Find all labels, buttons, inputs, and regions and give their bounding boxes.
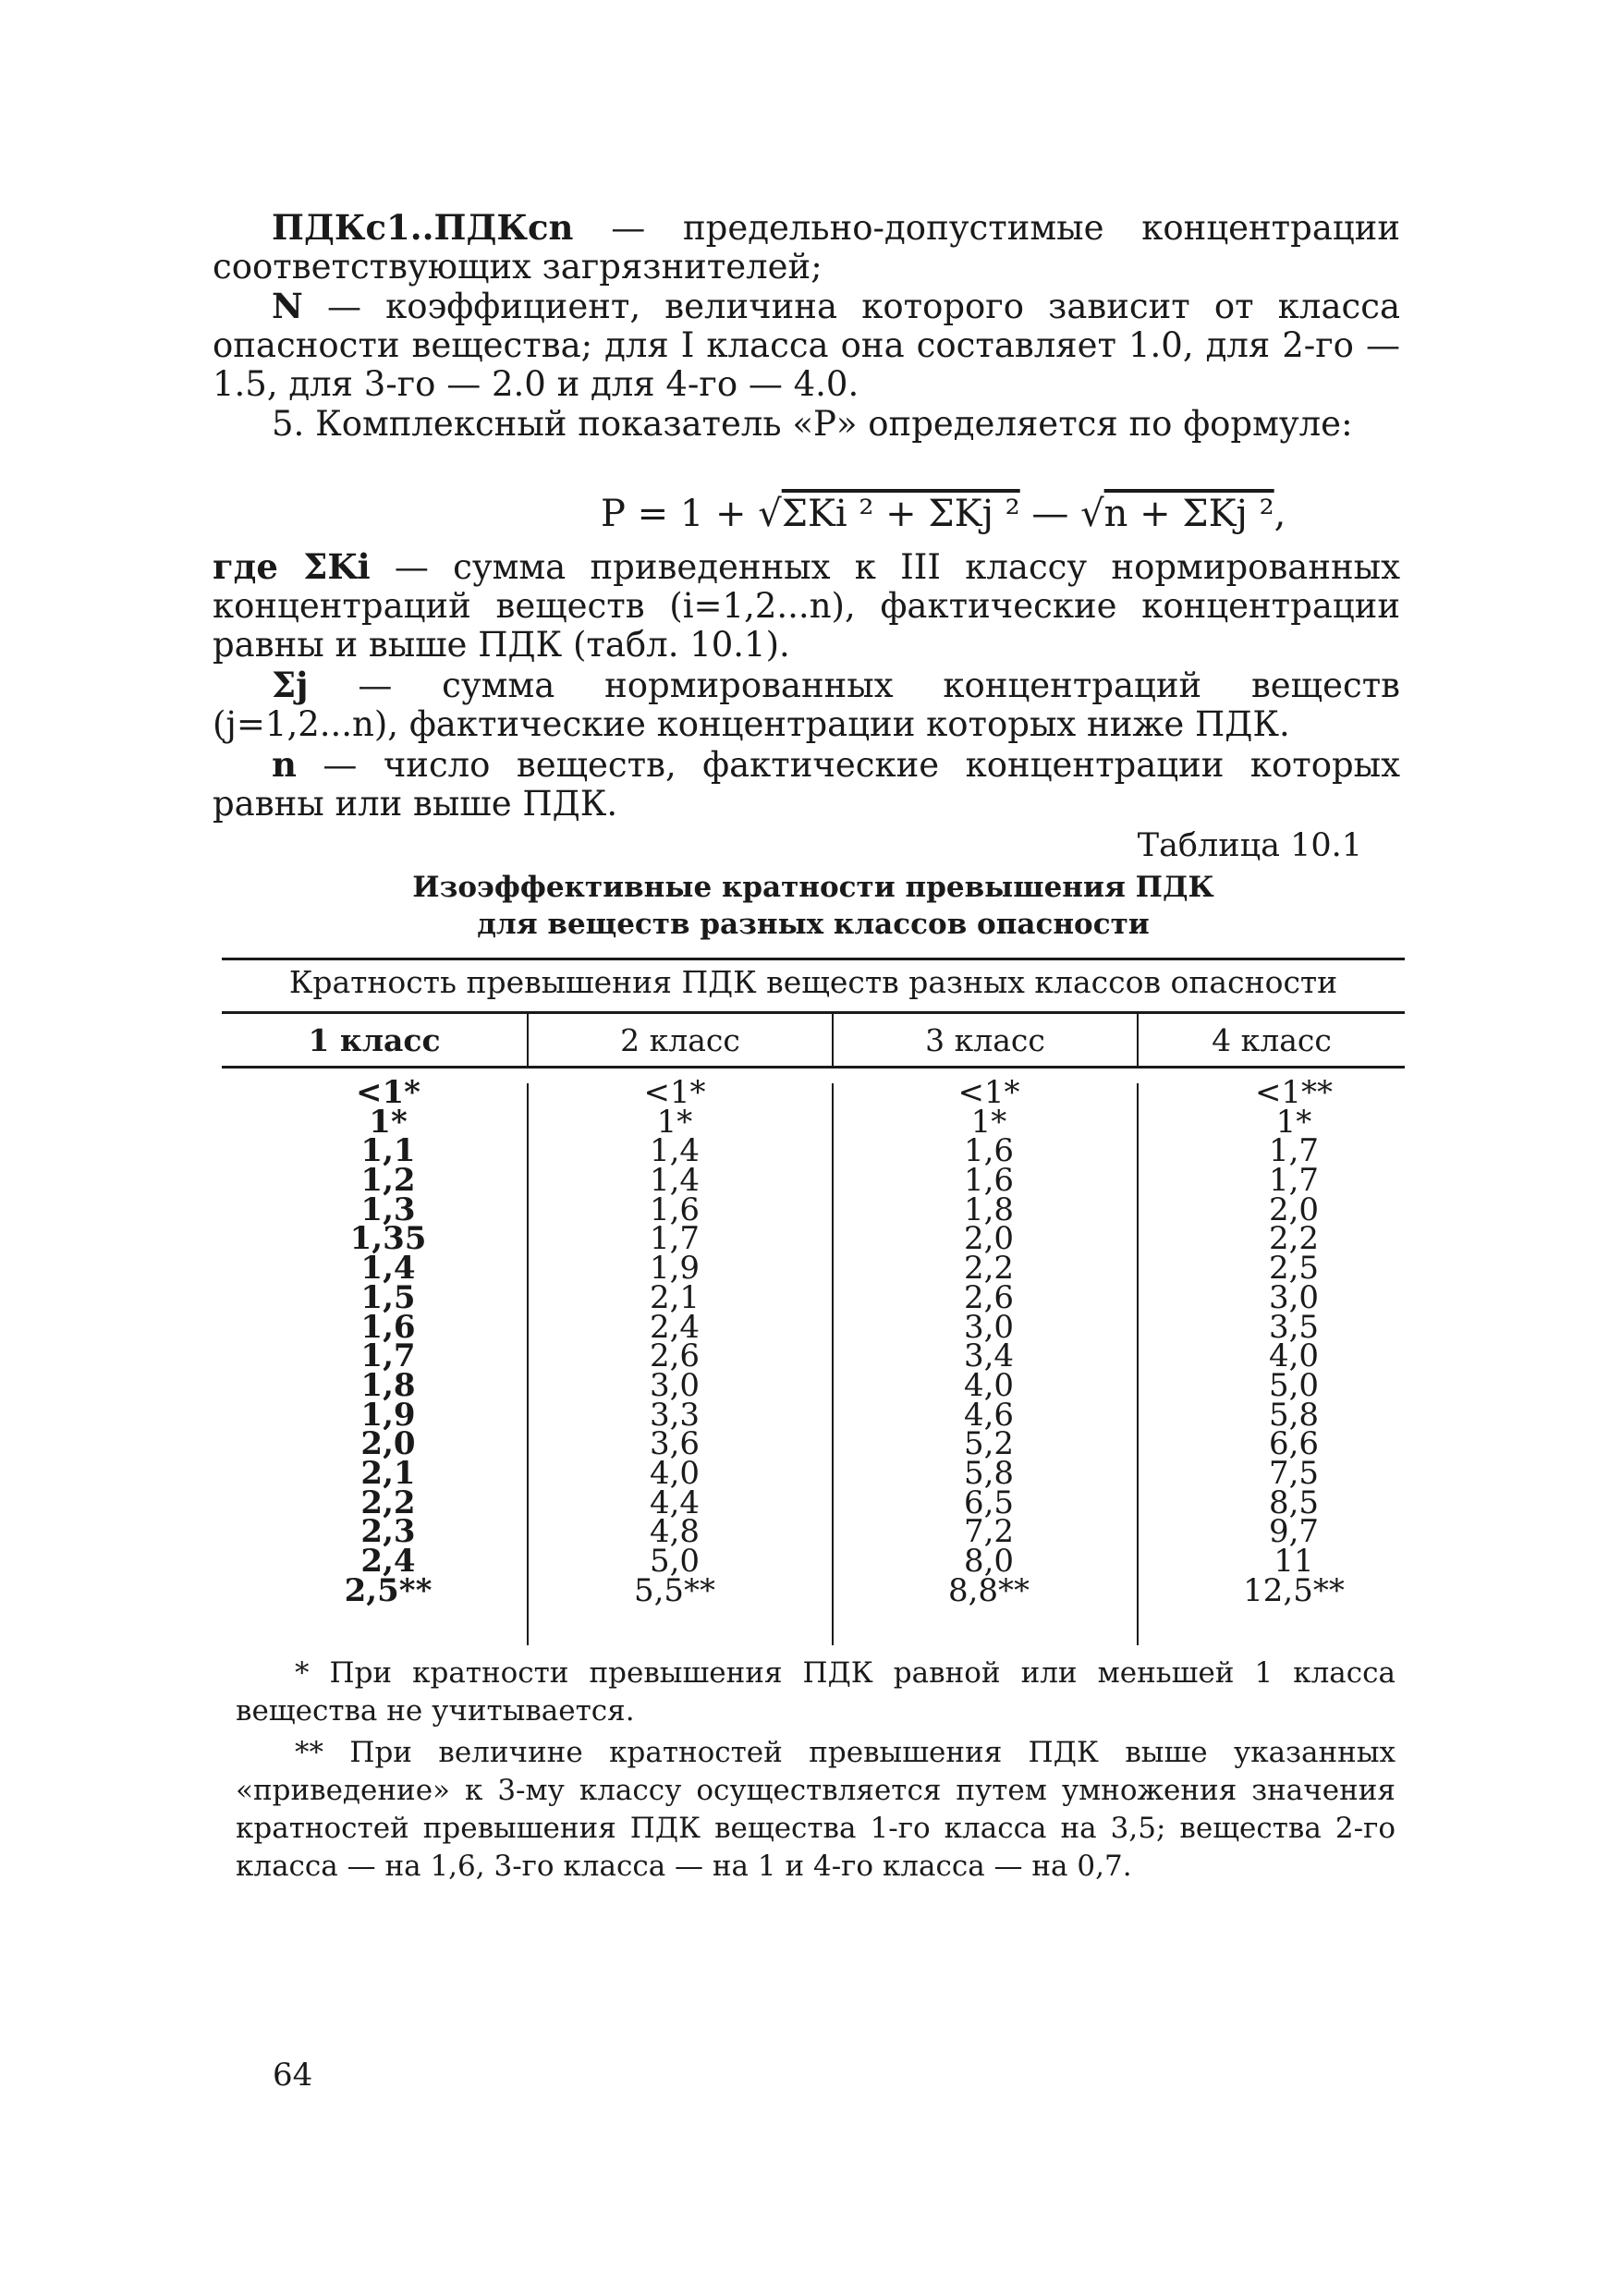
table-cell: 3,4 [963,1337,1015,1375]
table-cell: 1* [1275,1103,1312,1141]
table-cell: 2,4 [360,1543,416,1580]
table-main-header: Кратность превышения ПДК веществ разных классов опасности [288,964,1338,1000]
table-cell: 3,0 [1268,1278,1320,1316]
formula-lhs: P = 1 + √ [601,493,782,535]
table-cell: 2,0 [360,1425,416,1463]
table-title [222,869,1405,943]
term-ski: где ΣKi [213,546,371,587]
table-cell: 2,5** [344,1571,433,1609]
term-n-count: n [272,744,297,785]
header-divider-3 [1137,1013,1139,1067]
table-cell: 1,9 [649,1250,701,1288]
table-cell: 1,4 [360,1250,416,1288]
table-subheader-rule [222,1066,1405,1069]
table-cell: 1,4 [649,1132,701,1170]
table-cell: <1* [643,1074,706,1111]
footnote-1: * При кратности превышения ПДК равной или меньшей 1 класса вещества не учитывается. [236,1656,1396,1728]
table-header-rule [222,1011,1405,1014]
definition-ski [213,547,1400,665]
table-cell: 5,8 [963,1454,1015,1492]
table-cell: 4,4 [649,1484,701,1521]
table-cell: 5,0 [649,1543,701,1580]
definition-pdk-text: — предельно-допустимые концентрации соответствующих загрязнителей; [213,208,1400,287]
table-cell: 4,0 [963,1366,1015,1404]
definition-n [213,287,1400,404]
body-divider-1 [527,1083,529,1645]
table-cell: 2,0 [1268,1191,1320,1228]
table-title-line-1: Изоэффективные кратности превышения ПДК [412,871,1214,904]
body-divider-3 [1137,1083,1139,1645]
table-cell: 3,6 [649,1425,701,1463]
table-cell: 1,8 [360,1366,416,1404]
table-cell: 1,8 [963,1191,1015,1228]
table-cell: 2,4 [649,1308,701,1346]
table-cell: 1* [656,1103,693,1141]
table-cell: 9,7 [1268,1513,1320,1551]
table-cell: 3,3 [649,1396,701,1434]
table-cell: 1* [970,1103,1007,1141]
table-cell: 4,0 [1268,1337,1320,1375]
table-cell: 2,3 [360,1513,416,1551]
table-cell: 4,0 [649,1454,701,1492]
table-cell: 1,4 [649,1162,701,1200]
footnote-2: ** При величине кратностей превышения ПДК выше указанных «приведение» к 3-му классу осуществляется путем умножения значения кратностей превышения ПДК вещества 1-го класса на 3,5; вещества 2-го класса — на 1,6, 3-го класса — на 1 и 4-го класса — на 0,7. [236,1736,1396,1883]
table-cell: 1* [369,1103,408,1141]
table-cell: <1** [1254,1074,1334,1111]
definition-n-count-text: — число веществ, фактические концентрации которых равны или выше ПДК. [213,745,1400,824]
formula-p [601,493,1286,535]
table-cell: 1,2 [360,1162,416,1200]
table-cell: 1,6 [360,1308,416,1346]
table-cell: 5,0 [1268,1366,1320,1404]
definition-pdk [213,208,1400,287]
table-cell: 8,8** [947,1571,1030,1609]
table-cell: 8,0 [963,1543,1015,1580]
table-cell: 7,5 [1268,1454,1320,1492]
table-cell: 6,6 [1268,1425,1320,1463]
table-cell: 1,7 [360,1337,416,1375]
table-cell: 3,5 [1268,1308,1320,1346]
table-cell: 1,7 [1268,1162,1320,1200]
table-cell: 5,5** [633,1571,716,1609]
table-cell: <1* [957,1074,1020,1111]
header-class-3: 3 класс [925,1022,1045,1058]
term-pdk: ПДКс1..ПДКсn [272,207,574,248]
table-cell: 1,6 [963,1162,1015,1200]
header-class-1: 1 класс [308,1022,441,1058]
table-cell: 11 [1274,1543,1314,1580]
table-cell: 1,5 [360,1278,416,1316]
term-n: N [272,286,303,326]
definition-sj [213,666,1400,744]
table-cell: 1,9 [360,1396,416,1434]
header-class-4: 4 класс [1212,1022,1332,1058]
table-cell: 2,2 [1268,1220,1320,1258]
header-class-2: 2 класс [620,1022,740,1058]
table-cell: 2,0 [963,1220,1015,1258]
definition-sj-text: — сумма нормированных концентраций веществ (j=1,2...n), фактические концентрации которых ниже ПДК. [213,666,1400,744]
table-cell: 2,2 [360,1484,416,1521]
paragraph-complex-index: 5. Комплексный показатель «P» определяется по формуле: [272,404,1353,444]
table-cell: 3,0 [649,1366,701,1404]
table-cell: 5,2 [963,1425,1015,1463]
table-cell: 1,3 [360,1191,416,1228]
table-cell: 1,1 [360,1132,416,1170]
table-cell: 5,8 [1268,1396,1320,1434]
formula-end: , [1274,493,1286,535]
table-cell: 2,6 [649,1337,701,1375]
table-cell: 4,8 [649,1513,701,1551]
table-cell: 2,6 [963,1278,1015,1316]
header-divider-2 [832,1013,834,1067]
table-cell: 2,2 [963,1250,1015,1288]
table-column-class-4 [1211,1074,1377,1609]
formula-radicand-1: ΣKi ² + ΣKj ² [781,493,1020,535]
table-cell: 1,7 [649,1220,701,1258]
table-column-class-3 [906,1074,1072,1609]
definition-n-count [213,745,1400,824]
table-cell: 2,1 [649,1278,701,1316]
table-cell: 8,5 [1268,1484,1320,1521]
definition-ski-text: — сумма приведенных к III классу нормированных концентраций веществ (i=1,2...n), фактические концентрации равны и выше ПДК (табл. 10.1). [213,547,1400,665]
formula-minus: — √ [1019,493,1104,535]
table-cell: <1* [356,1074,420,1111]
table-cell: 1,6 [963,1132,1015,1170]
body-divider-2 [832,1083,834,1645]
table-cell: 1,7 [1268,1132,1320,1170]
header-divider-1 [527,1013,529,1067]
table-cell: 7,2 [963,1513,1015,1551]
table-cell: 2,5 [1268,1250,1320,1288]
table-cell: 12,5** [1243,1571,1345,1609]
table-cell: 1,6 [649,1191,701,1228]
table-cell: 2,1 [360,1454,416,1492]
table-cell: 3,0 [963,1308,1015,1346]
term-sj: Σj [272,665,309,705]
table-cell: 4,6 [963,1396,1015,1434]
definition-n-text: — коэффициент, величина которого зависит от класса опасности вещества; для I класса она составляет 1.0, для 2-го — 1.5, для 3-го — 2.0 и для 4-го — 4.0. [213,287,1400,404]
table-top-rule [222,958,1405,960]
table-cell: 6,5 [963,1484,1015,1521]
table-column-class-1 [305,1074,471,1609]
table-title-line-2: для веществ разных классов опасности [477,908,1150,941]
table-caption: Таблица 10.1 [1137,827,1362,864]
table-cell: 1,35 [349,1220,427,1258]
page-number: 64 [273,2057,313,2094]
table-column-class-2 [591,1074,758,1609]
formula-radicand-2: n + ΣKj ² [1103,493,1274,535]
